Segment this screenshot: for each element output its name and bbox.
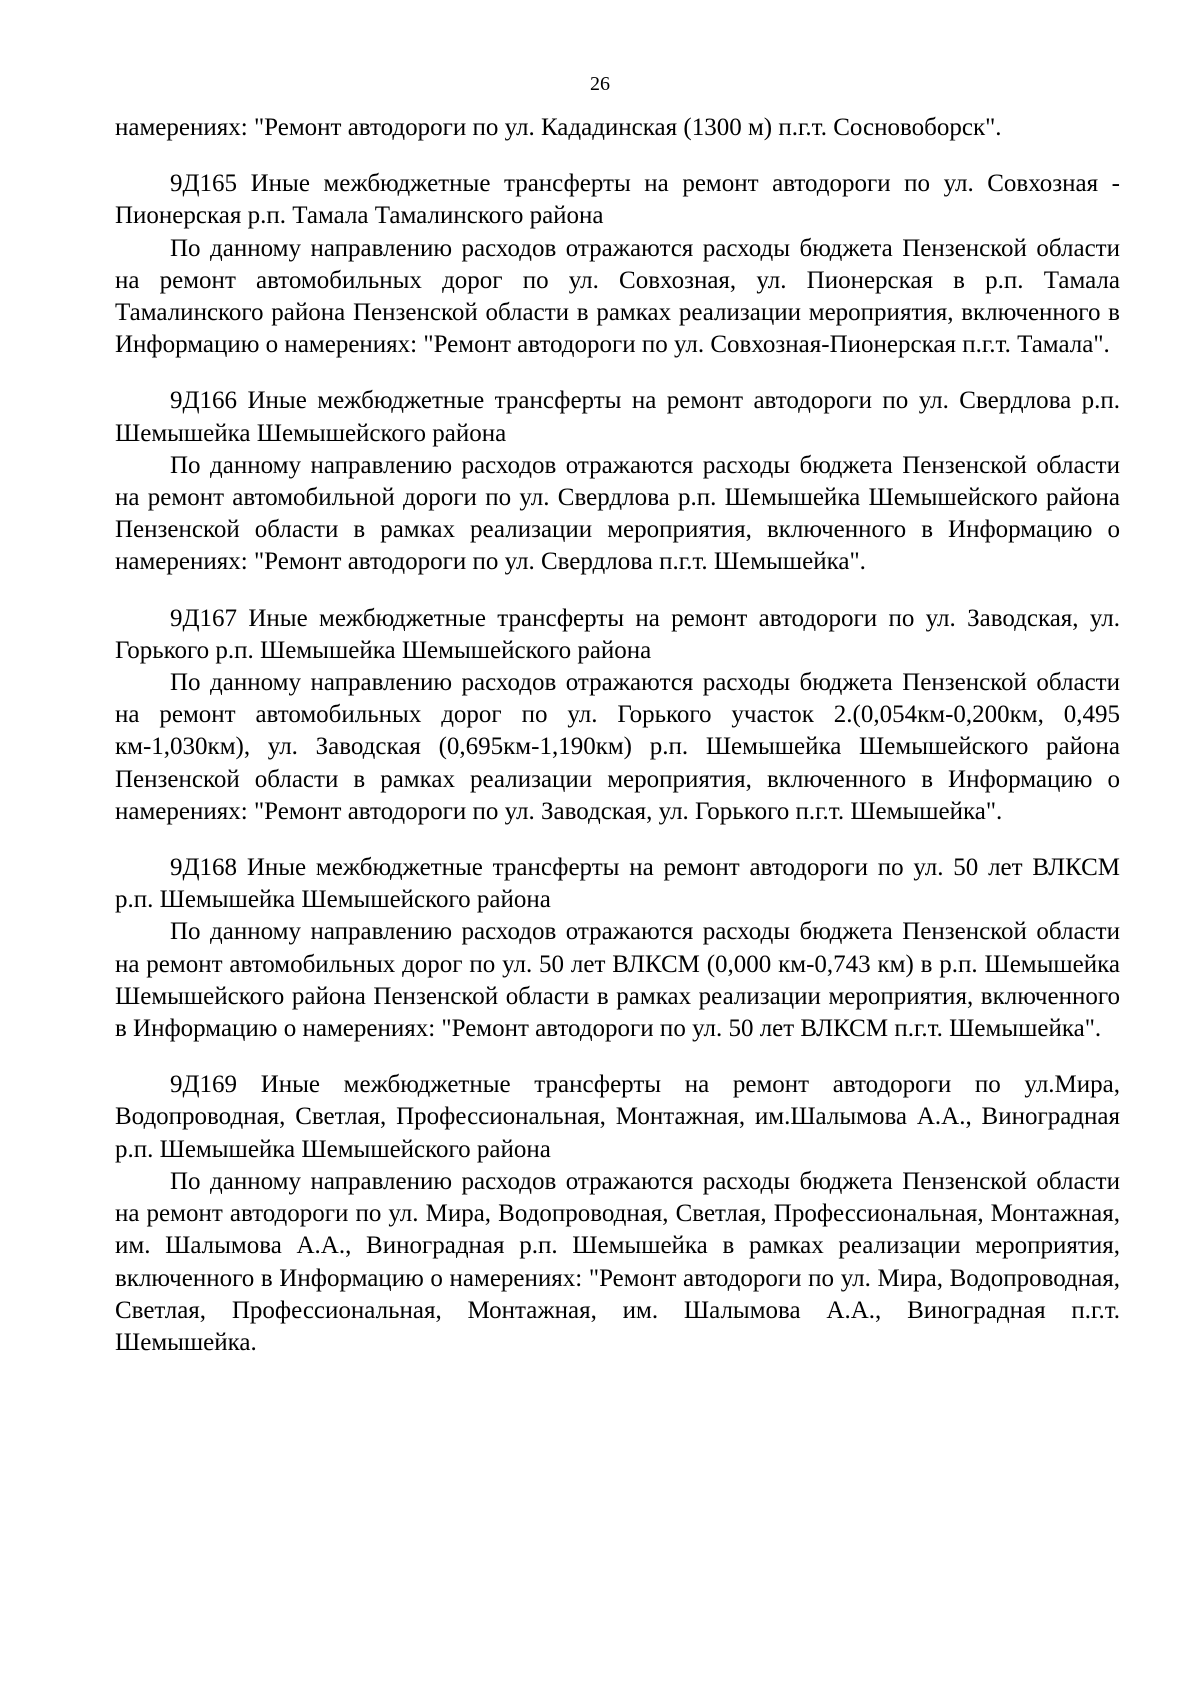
section-body: По данному направлению расходов отражаются расходы бюджета Пензенской области на ремонт автодороги по ул. Мира, Водопроводная, Светлая, Профессиональная, Монтажная, им. Шалымова А.А., Виноградная р.п. Шемышейка в рамках реализации мероприятия, включенного в Информацию о намерениях: "Ремонт автодороги по ул. Мира, Водопроводная, Светлая, Профессиональная, Монтажная, им. Шалымова А.А., Виноградная п.г.т. Шемышейка. [115, 1167, 1120, 1356]
section-body: По данному направлению расходов отражаются расходы бюджета Пензенской области на ремонт автомобильных дорог по ул. Совхозная, ул. Пионерская в р.п. Тамала Тамалинского района Пензенской области в рамках реализации мероприятия, включенного в Информацию о намерениях: "Ремонт автодороги по ул. Совхозная-Пионерская п.г.т. Тамала". [115, 234, 1120, 359]
document-body [115, 112, 1120, 1359]
intro-paragraph: намерениях: "Ремонт автодороги по ул. Кададинская (1300 м) п.г.т. Сосновоборск". [115, 114, 1002, 141]
section-9d168 [115, 852, 1120, 1045]
section-9d169 [115, 1069, 1120, 1359]
section-body: По данному направлению расходов отражаются расходы бюджета Пензенской области на ремонт автомобильных дорог по ул. 50 лет ВЛКСМ (0,000 км-0,743 км) в р.п. Шемышейка Шемышейского района Пензенской области в рамках реализации мероприятия, включенного в Информацию о намерениях: "Ремонт автодороги по ул. 50 лет ВЛКСМ п.г.т. Шемышейка". [115, 918, 1120, 1043]
section-body: По данному направлению расходов отражаются расходы бюджета Пензенской области на ремонт автомобильных дорог по ул. Горького участок 2.(0,054км-0,200км, 0,495 км-1,030км), ул. Заводская (0,695км-1,190км) р.п. Шемышейка Шемышейского района Пензенской области в рамках реализации мероприятия, включенного в Информацию о намерениях: "Ремонт автодороги по ул. Заводская, ул. Горького п.г.т. Шемышейка". [115, 669, 1120, 825]
section-heading: 9Д167 Иные межбюджетные трансферты на ремонт автодороги по ул. Заводская, ул. Горького р.п. Шемышейка Шемышейского района [115, 604, 1120, 664]
section-heading: 9Д165 Иные межбюджетные трансферты на ремонт автодороги по ул. Совхозная - Пионерская р.п. Тамала Тамалинского района [115, 170, 1120, 230]
section-heading: 9Д169 Иные межбюджетные трансферты на ремонт автодороги по ул.Мира, Водопроводная, Светлая, Профессиональная, Монтажная, им.Шалымова А.А., Виноградная р.п. Шемышейка Шемышейского района [115, 1071, 1120, 1163]
section-9d165 [115, 168, 1120, 361]
page-number: 26 [590, 73, 610, 95]
section-heading: 9Д168 Иные межбюджетные трансферты на ремонт автодороги по ул. 50 лет ВЛКСМ р.п. Шемышейка Шемышейского района [115, 854, 1120, 914]
section-body: По данному направлению расходов отражаются расходы бюджета Пензенской области на ремонт автомобильной дороги по ул. Свердлова р.п. Шемышейка Шемышейского района Пензенской области в рамках реализации мероприятия, включенного в Информацию о намерениях: "Ремонт автодороги по ул. Свердлова п.г.т. Шемышейка". [115, 451, 1120, 576]
section-heading: 9Д166 Иные межбюджетные трансферты на ремонт автодороги по ул. Свердлова р.п. Шемышейка Шемышейского района [115, 387, 1120, 447]
section-9d166 [115, 385, 1120, 578]
section-9d167 [115, 603, 1120, 828]
